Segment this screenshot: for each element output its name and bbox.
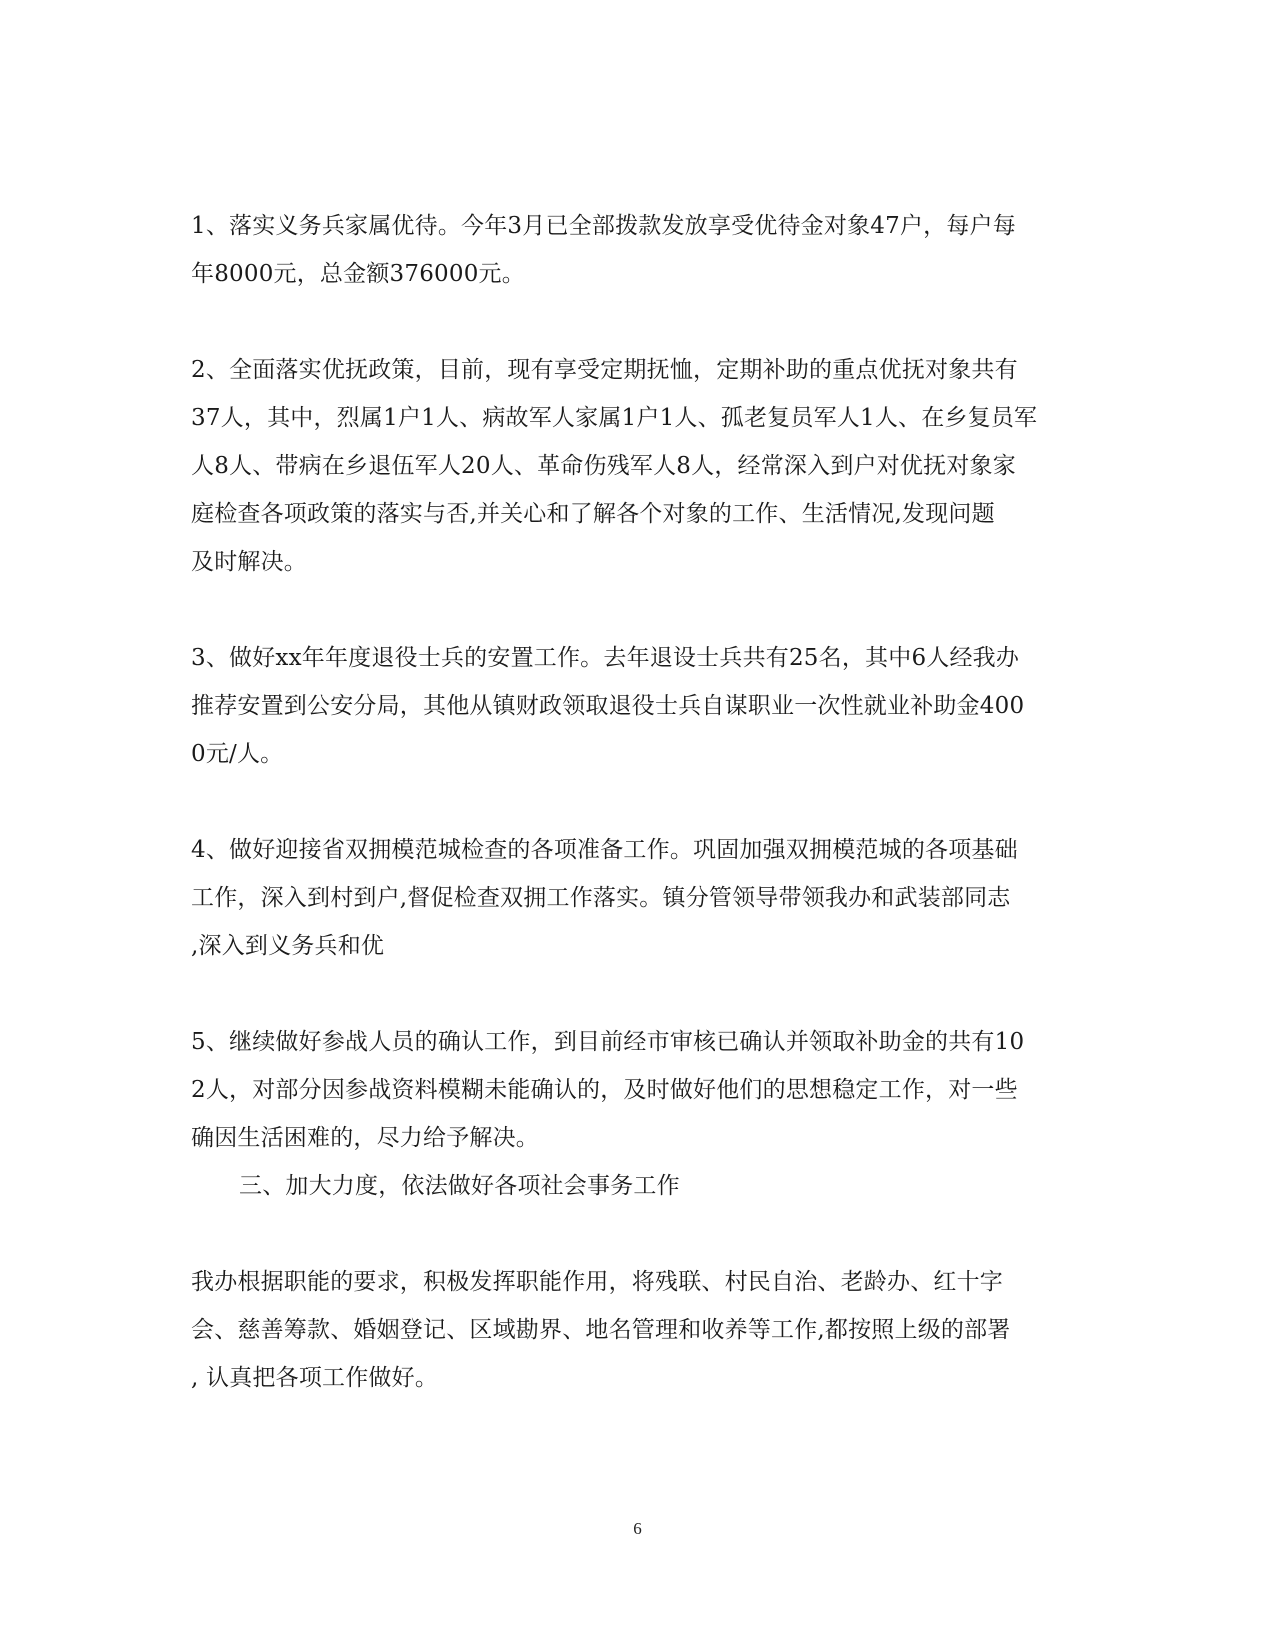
paragraph-line: 工作，深入到村到户,督促检查双拥工作落实。镇分管领导带领我办和武装部同志 [191, 885, 1011, 911]
paragraph-spacer [191, 298, 1077, 346]
page-number: 6 [633, 1519, 642, 1538]
paragraph-spacer [191, 778, 1077, 826]
paragraph-line: 庭检查各项政策的落实与否,并关心和了解各个对象的工作、生活情况,发现问题 [191, 501, 995, 527]
paragraph-line: 我办根据职能的要求，积极发挥职能作用，将残联、村民自治、老龄办、红十字 [191, 1269, 1003, 1295]
section-heading: 三、加大力度，依法做好各项社会事务工作 [239, 1173, 680, 1199]
paragraph-2 [191, 346, 1077, 586]
paragraph-line: 2、全面落实优抚政策，目前，现有享受定期抚恤，定期补助的重点优抚对象共有 [191, 357, 1018, 383]
paragraph-4 [191, 826, 1077, 970]
paragraph-line: 5、继续做好参战人员的确认工作，到目前经市审核已确认并领取补助金的共有10 [191, 1029, 1025, 1055]
paragraph-line: 确因生活困难的，尽力给予解决。 [191, 1125, 539, 1151]
paragraph-final [191, 1258, 1077, 1402]
paragraph-line: 0元/人。 [191, 741, 284, 767]
paragraph-line: 4、做好迎接省双拥模范城检查的各项准备工作。巩固加强双拥模范城的各项基础 [191, 837, 1018, 863]
paragraph-line: , 认真把各项工作做好。 [191, 1365, 439, 1391]
paragraph-spacer [191, 970, 1077, 1018]
paragraph-spacer [191, 1210, 1077, 1258]
paragraph-spacer [191, 586, 1077, 634]
paragraph-5 [191, 1018, 1077, 1162]
paragraph-line: 人8人、带病在乡退伍军人20人、革命伤残军人8人，经常深入到户对优抚对象家 [191, 453, 1016, 479]
paragraph-1 [191, 202, 1077, 298]
paragraph-line: 及时解决。 [191, 549, 307, 575]
paragraph-line: 推荐安置到公安分局，其他从镇财政领取退役士兵自谋职业一次性就业补助金400 [191, 693, 1025, 719]
paragraph-line: 会、慈善筹款、婚姻登记、区域勘界、地名管理和收养等工作,都按照上级的部署 [191, 1317, 1011, 1343]
paragraph-line: 37人，其中，烈属1户1人、病故军人家属1户1人、孤老复员军人1人、在乡复员军 [191, 405, 1038, 431]
paragraph-3 [191, 634, 1077, 778]
document-body [191, 202, 1077, 1402]
paragraph-line: 2人，对部分因参战资料模糊未能确认的，及时做好他们的思想稳定工作，对一些 [191, 1077, 1018, 1103]
paragraph-line: 1、落实义务兵家属优待。今年3月已全部拨款发放享受优待金对象47户，每户每 [191, 213, 1016, 239]
paragraph-line: ,深入到义务兵和优 [191, 933, 385, 959]
paragraph-line: 年8000元，总金额376000元。 [191, 261, 525, 287]
paragraph-line: 3、做好xx年年度退役士兵的安置工作。去年退设士兵共有25名，其中6人经我办 [191, 645, 1020, 671]
